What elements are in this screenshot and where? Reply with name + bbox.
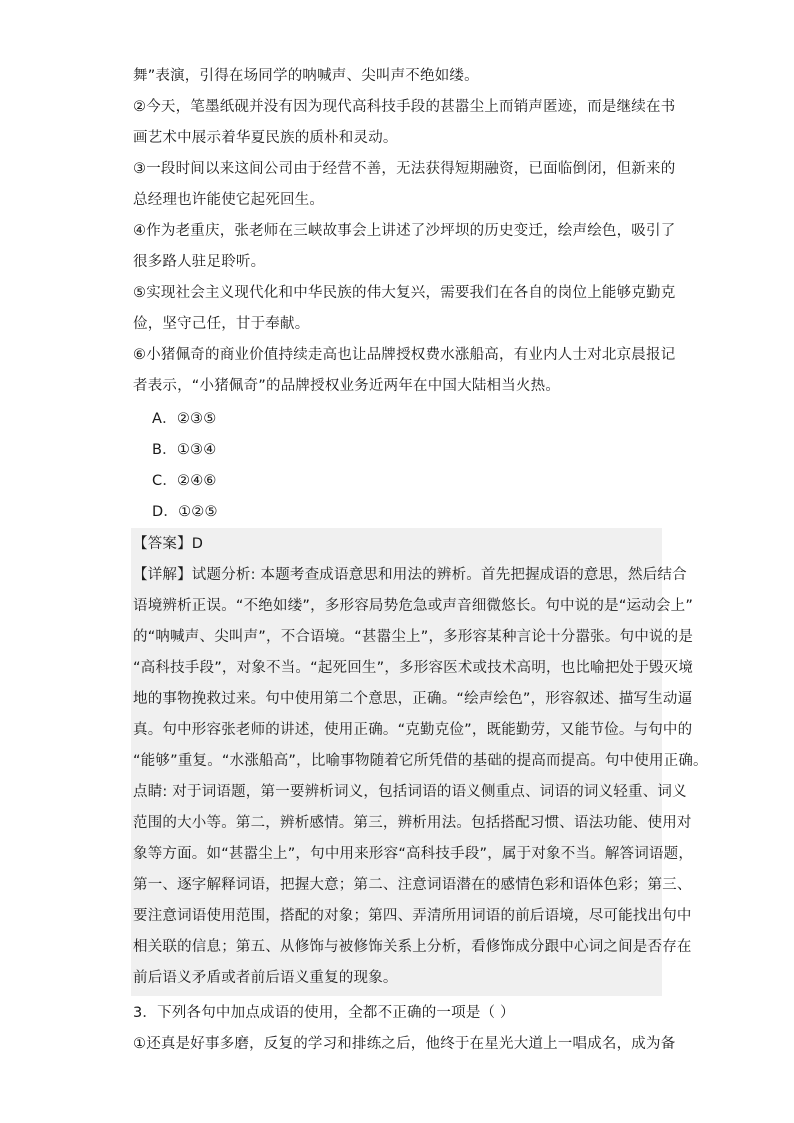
question-line: 总经理也许能使它起死回生。 [133,192,325,208]
question-line: 很多路人驻足聆听。 [133,254,266,270]
tip-line: 象等方面。如“甚嚣尘上”，句中用来形容“高科技手段”，属于对象不当。解答词语题， [133,846,694,862]
explanation-line: 语境辨析正误。“不绝如缕”，多形容局势危急或声音细微悠长。句中说的是“运动会上” [133,598,694,614]
option-c: C．②④⑥ [152,473,217,489]
tip-line: 范围的大小等。第二，辨析感情。第三，辨析用法。包括搭配习惯、语法功能、使用对 [133,815,692,831]
explanation-line: “能够”重复。“水涨船高”，比喻事物随着它所凭借的基础的提高而提高。句中使用正确。 [133,753,708,769]
question-line: 者表示，“小猪佩奇”的品牌授权业务近两年在中国大陆相当火热。 [133,378,561,394]
tip-line: 第一、逐字解释词语，把握大意；第二、注意词语潜在的感情色彩和语体色彩；第三、 [133,877,692,893]
question-line: ⑥小猪佩奇的商业价值持续走高也让品牌授权费水涨船高，有业内人士对北京晨报记 [133,347,676,363]
explanation-line: 的“呐喊声、尖叫声”，不合语境。“甚嚣尘上”，多形容某种言论十分嚣张。句中说的是 [133,629,694,645]
question-line: 舞”表演，引得在场同学的呐喊声、尖叫声不绝如缕。 [133,68,479,84]
question-line: 画艺术中展示着华夏民族的质朴和灵动。 [133,130,398,146]
question-title: 3．下列各句中加点成语的使用，全都不正确的一项是（ ） [133,1005,515,1021]
explanation-line: “高科技手段”，对象不当。“起死回生”，多形容医术或技术高明，也比喻把处于毁灭境 [133,660,694,676]
tip-line: 前后语义矛盾或者前后语义重复的现象。 [133,970,398,986]
option-a: A．②③⑤ [152,411,217,427]
option-b: B．①③④ [152,442,217,458]
explanation-line: 【详解】试题分析: 本题考查成语意思和用法的辨析。首先把握成语的意思，然后结合 [133,567,687,583]
answer-explanation-box [131,528,708,996]
tip-line: 要注意词语使用范围，搭配的对象；第四、弄清所用词语的前后语境，尽可能找出句中 [133,908,692,924]
explanation-line: 地的事物挽救过来。句中使用第二个意思，正确。“绘声绘色”，形容叙述、描写生动逼 [133,691,693,707]
question-line: ⑤实现社会主义现代化和中华民族的伟大复兴，需要我们在各自的岗位上能够克勤克 [133,285,676,301]
question-line: ④作为老重庆，张老师在三峡故事会上讲述了沙坪坝的历史变迁，绘声绘色，吸引了 [133,223,676,239]
option-d: D．①②⑤ [152,504,218,520]
question-line: ③一段时间以来这间公司由于经营不善，无法获得短期融资，已面临倒闭，但新来的 [133,161,676,177]
question-line: 俭，坚守己任，甘于奉献。 [133,316,310,332]
question-line: ②今天，笔墨纸砚并没有因为现代高科技手段的甚嚣尘上而销声匿迹，而是继续在书 [133,99,676,115]
tip-line: 点睛: 对于词语题，第一要辨析词义，包括词语的语义侧重点、词语的词义轻重、词义 [133,784,687,800]
explanation-line: 真。句中形容张老师的讲述，使用正确。“克勤克俭”，既能勤劳，又能节俭。与句中的 [133,722,693,738]
answer-label: 【答案】D [133,536,204,552]
tip-line: 相关联的信息；第五、从修饰与被修饰关系上分析，看修饰成分跟中心词之间是否存在 [133,939,692,955]
question-line: ①还真是好事多磨，反复的学习和排练之后，他终于在星光大道上一唱成名，成为备 [133,1036,676,1052]
